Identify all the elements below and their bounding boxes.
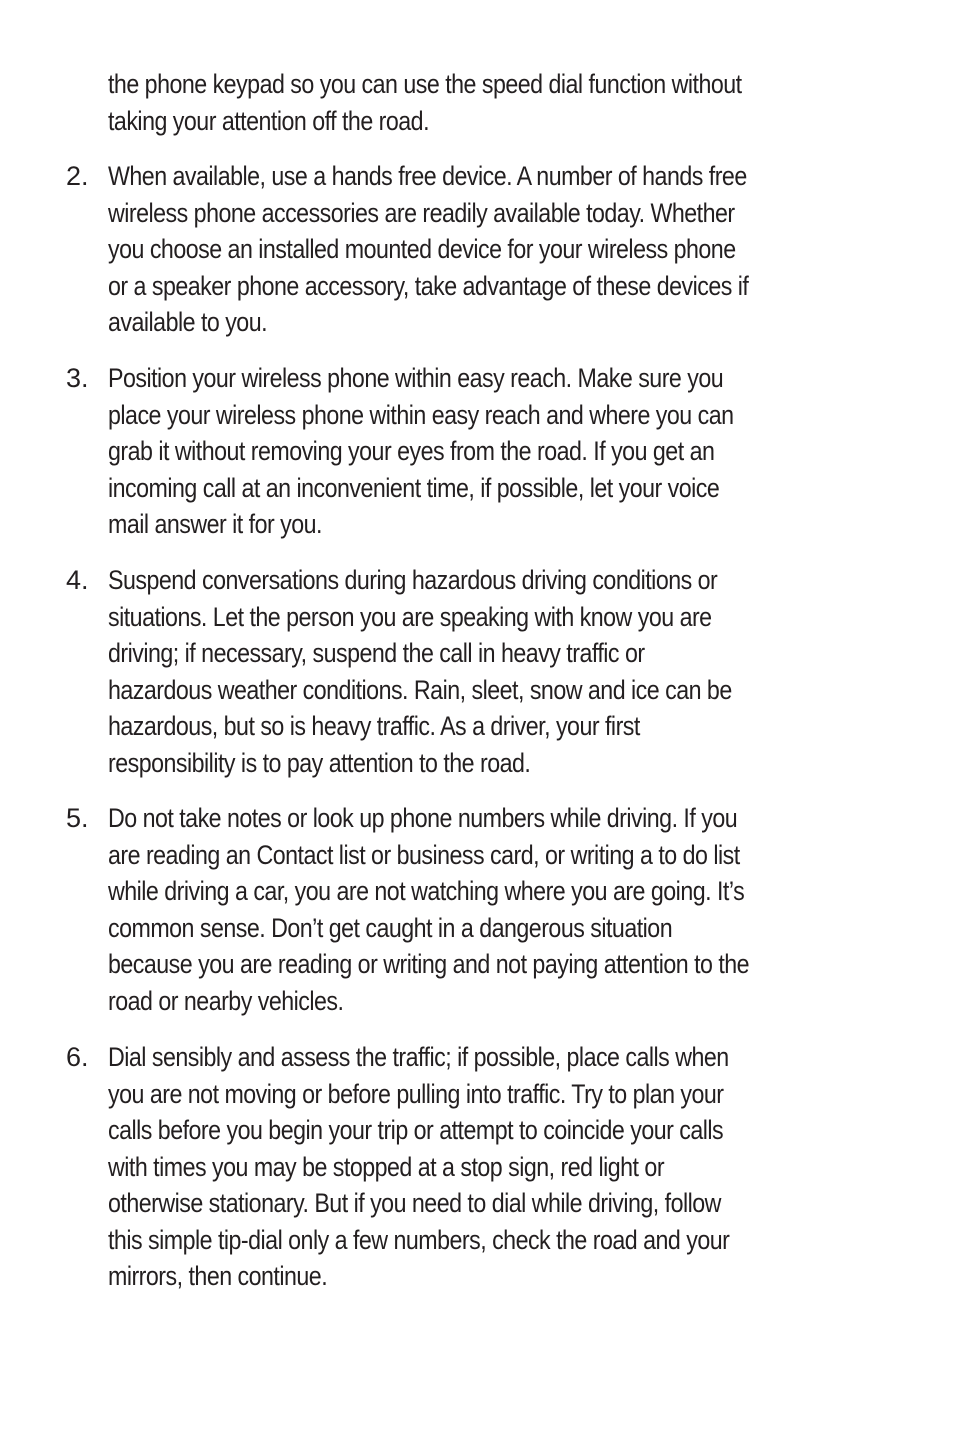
text-line: incoming call at an inconvenient time, if possible, let your voice <box>108 472 720 503</box>
list-item-number: 3. <box>66 363 89 393</box>
list-item-text <box>108 158 762 341</box>
list-item-continuation <box>66 66 886 139</box>
list-item-text <box>108 800 762 1019</box>
text-line: mail answer it for you. <box>108 509 322 539</box>
text-line: hazardous weather conditions. Rain, sleet, snow and ice can be <box>108 674 732 705</box>
text-line: you choose an installed mounted device for your wireless phone <box>108 234 736 264</box>
list-item-number: 5. <box>66 803 89 833</box>
text-line: because you are reading or writing and not paying attention to the <box>108 949 750 979</box>
text-line: mirrors, then continue. <box>108 1261 328 1291</box>
text-line: common sense. Don’t get caught in a dangerous situation <box>108 912 673 943</box>
text-line: otherwise stationary. But if you need to dial while driving, follow <box>108 1188 721 1218</box>
text-line: wireless phone accessories are readily available today. Whether <box>108 197 735 228</box>
list-item-text <box>108 360 762 543</box>
list-item-3 <box>66 360 886 543</box>
text-line: hazardous, but so is heavy traffic. As a driver, your first <box>108 711 640 741</box>
list-item-text <box>108 66 762 139</box>
list-item-number: 4. <box>66 565 89 595</box>
text-line: this simple tip-dial only a few numbers, check the road and your <box>108 1224 730 1255</box>
text-line: When available, use a hands free device. A number of hands free <box>108 161 747 191</box>
text-line: Position your wireless phone within easy reach. Make sure you <box>108 363 724 393</box>
text-line: place your wireless phone within easy reach and where you can <box>108 399 734 430</box>
text-line: or a speaker phone accessory, take advantage of these devices if <box>108 270 749 301</box>
text-line: available to you. <box>108 307 268 337</box>
list-item-2 <box>66 158 886 341</box>
list-item-number: 2. <box>66 161 89 191</box>
text-line: responsibility is to pay attention to the road. <box>108 747 531 778</box>
list-item-6 <box>66 1039 886 1295</box>
list-item-5 <box>66 800 886 1019</box>
text-line: Do not take notes or look up phone numbers while driving. If you <box>108 803 738 833</box>
text-line: the phone keypad so you can use the speed dial function without <box>108 69 742 99</box>
text-line: you are not moving or before pulling into traffic. Try to plan your <box>108 1078 724 1109</box>
text-line: grab it without removing your eyes from the road. If you get an <box>108 436 715 466</box>
text-line: road or nearby vehicles. <box>108 985 344 1016</box>
text-line: while driving a car, you are not watching where you are going. It’s <box>108 876 745 906</box>
list-item-text <box>108 1039 762 1295</box>
text-line: calls before you begin your trip or attempt to coincide your calls <box>108 1115 724 1145</box>
list-item-text <box>108 562 762 781</box>
list-item-4 <box>66 562 886 781</box>
text-line: Dial sensibly and assess the traffic; if possible, place calls when <box>108 1042 729 1072</box>
text-line: Suspend conversations during hazardous driving conditions or <box>108 565 718 595</box>
text-line: situations. Let the person you are speaking with know you are <box>108 601 712 632</box>
text-line: with times you may be stopped at a stop sign, red light or <box>108 1151 665 1182</box>
text-line: driving; if necessary, suspend the call in heavy traffic or <box>108 638 645 668</box>
text-line: are reading an Contact list or business card, or writing a to do list <box>108 839 740 870</box>
text-line: taking your attention off the road. <box>108 105 430 136</box>
list-item-number: 6. <box>66 1042 89 1072</box>
